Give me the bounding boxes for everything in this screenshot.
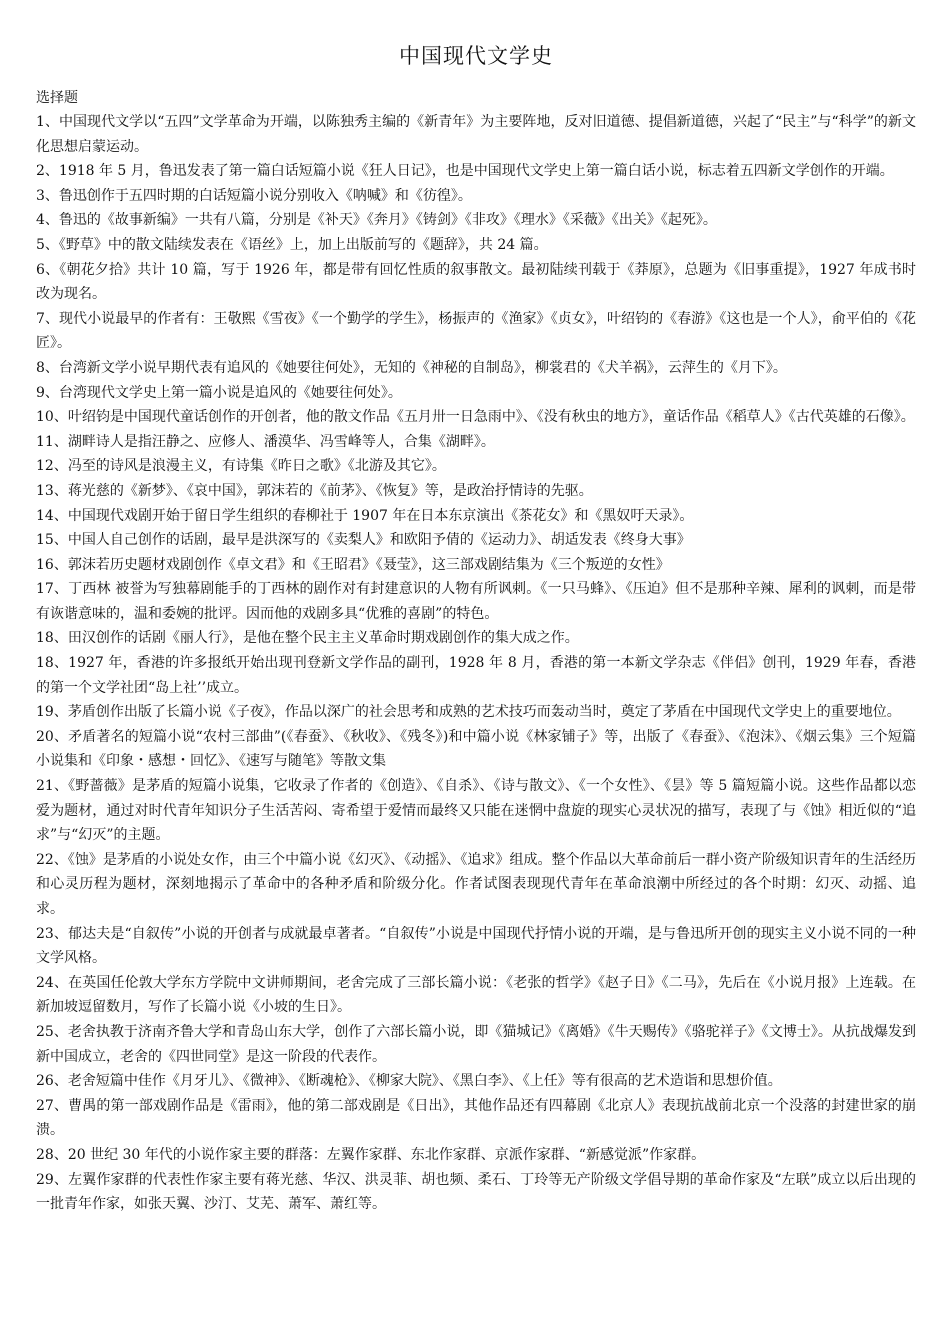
list-item: 15、中国人自己创作的话剧，最早是洪深写的《卖梨人》和欧阳予倩的《运动力》、胡适发表《终身大事》 — [36, 532, 691, 549]
list-item: 29、左翼作家群的代表性作家主要有蒋光慈、华汉、洪灵菲、胡也频、柔石、丁玲等无产阶级文学倡导期的革命作家及“左联”成立以后出现的一批青年作家，如张天翼、沙汀、艾芜、萧军、萧红等。 — [36, 1171, 916, 1213]
list-item: 17、丁西林 被誉为写独幕剧能手的丁西林的剧作对有封建意识的人物有所讽刺。《一只马蜂》、《压迫》但不是那种辛辣、犀利的讽刺，而是带有诙谐意味的，温和委婉的批评。因而他的戏剧多具“优雅的喜剧”的特色。 — [36, 581, 916, 622]
list-item: 26、老舍短篇中佳作《月牙儿》、《微神》、《断魂枪》、《柳家大院》、《黑白李》、《上任》等有很高的艺术造诣和思想价值。 — [36, 1073, 782, 1090]
list-item: 10、叶绍钧是中国现代童话创作的开创者，他的散文作品《五月卅一日急雨中》、《没有秋虫的地方》，童话作品《稻草人》《古代英雄的石像》。 — [36, 409, 915, 426]
list-item: 12、冯至的诗风是浪漫主义，有诗集《昨日之歌》《北游及其它》。 — [36, 458, 446, 475]
list-item: 1、中国现代文学以“五四”文学革命为开端，以陈独秀主编的《新青年》为主要阵地，反对旧道德、提倡新道德，兴起了“民主”与“科学”的新文化思想启蒙运动。 — [36, 114, 916, 155]
list-item: 8、台湾新文学小说早期代表有追风的《她要往何处》，无知的《神秘的自制岛》，柳裳君的《犬羊祸》，云萍生的《月下》。 — [36, 359, 787, 376]
document-page — [36, 40, 916, 1217]
list-item: 28、20 世纪 30 年代的小说作家主要的群落：左翼作家群、东北作家群、京派作家群、“新感觉派”作家群。 — [36, 1146, 706, 1163]
list-item: 20、矛盾著名的短篇小说“农村三部曲”(《春蚕》、《秋收》、《残冬》)和中篇小说《林家铺子》等，出版了《春蚕》、《泡沫》、《烟云集》三个短篇小说集和《印象・感想・回忆》、《速写与随笔》等散文集 — [36, 728, 916, 770]
list-item: 9、台湾现代文学史上第一篇小说是追风的《她要往何处》。 — [36, 384, 402, 401]
list-item: 18、田汉创作的话剧《丽人行》，是他在整个民主主义革命时期戏剧创作的集大成之作。 — [36, 630, 579, 647]
list-item: 3、鲁迅创作于五四时期的白话短篇小说分别收入《呐喊》和《彷徨》。 — [36, 187, 472, 204]
list-item: 2、1918 年 5 月，鲁迅发表了第一篇白话短篇小说《狂人日记》，也是中国现代文学史上第一篇白话小说，标志着五四新文学创作的开端。 — [36, 163, 894, 180]
list-item: 16、郭沫若历史题材戏剧创作《卓文君》和《王昭君》《聂莹》，这三部戏剧结集为《三个叛逆的女性》 — [36, 556, 670, 573]
list-item: 13、蒋光慈的《新梦》、《哀中国》，郭沫若的《前茅》、《恢复》等，是政治抒情诗的先驱。 — [36, 482, 593, 499]
list-item: 27、曹禺的第一部戏剧作品是《雷雨》，他的第二部戏剧是《日出》，其他作品还有四幕剧《北京人》表现抗战前北京一个没落的封建世家的崩溃。 — [36, 1097, 916, 1139]
list-item: 21、《野蔷薇》是茅盾的短篇小说集，它收录了作者的《创造》、《自杀》、《诗与散文》、《一个女性》、《昙》等 5 篇短篇小说。这些作品都以恋爱为题材，通过对时代青年知识分子生活苦闷、寄希望于爱情而最终又只能在迷惘中盘旋的现实心灵状况的描写，表现了与《蚀》相近似的“追求”与“幻灭”的主题。 — [36, 778, 916, 844]
list-item: 22、《蚀》是茅盾的小说处女作，由三个中篇小说《幻灭》、《动摇》、《追求》组成。整个作品以大革命前后一群小资产阶级知识青年的生活经历和心灵历程为题材，深刻地揭示了革命中的各种矛盾和阶级分化。作者试图表现现代青年在革命浪潮中所经过的各个时期：幻灭、动摇、追求。 — [36, 851, 916, 917]
question-list — [36, 110, 916, 1217]
section-label: 选择题 — [36, 90, 78, 106]
list-item: 6、《朝花夕拾》共计 10 篇，写于 1926 年，都是带有回忆性质的叙事散文。最初陆续刊载于《莽原》，总题为《旧事重提》，1927 年成书时改为现名。 — [36, 261, 916, 303]
list-item: 24、在英国任伦敦大学东方学院中文讲师期间，老舍完成了三部长篇小说：《老张的哲学》《赵子日》《二马》，先后在《小说月报》上连载。在新加坡逗留数月，写作了长篇小说《小坡的生日》。 — [36, 974, 916, 1016]
list-item: 5、《野草》中的散文陆续发表在《语丝》上，加上出版前写的《题辞》，共 24 篇。 — [36, 236, 548, 253]
list-item: 19、茅盾创作出版了长篇小说《子夜》，作品以深广的社会思考和成熟的艺术技巧而轰动当时，奠定了茅盾在中国现代文学史上的重要地位。 — [36, 704, 901, 721]
list-item: 11、湖畔诗人是指汪静之、应修人、潘漠华、冯雪峰等人，合集《湖畔》。 — [36, 433, 495, 450]
list-item: 4、鲁迅的《故事新编》一共有八篇，分别是《补天》《奔月》《铸剑》《非攻》《理水》《采薇》《出关》《起死》。 — [36, 212, 717, 229]
document-title: 中国现代文学史 — [399, 44, 553, 68]
list-item: 18、1927 年，香港的许多报纸开始出现刊登新文学作品的副刊，1928 年 8 月，香港的第一本新文学杂志《伴侣》创刊，1929 年春，香港的第一个文学社团“岛上社’’成立。 — [36, 655, 916, 696]
list-item: 23、郁达夫是“自叙传”小说的开创者与成就最卓著者。“自叙传”小说是中国现代抒情小说的开端，是与鲁迅所开创的现实主义小说不同的一种文学风格。 — [36, 925, 916, 967]
list-item: 7、现代小说最早的作者有：王敬熙《雪夜》《一个勤学的学生》，杨振声的《渔家》《贞女》，叶绍钧的《春游》《这也是一个人》，俞平伯的《花匠》。 — [36, 310, 916, 352]
list-item: 14、中国现代戏剧开始于留日学生组织的春柳社于 1907 年在日本东京演出《茶花女》和《黑奴吁天录》。 — [36, 507, 694, 524]
list-item: 25、老舍执教于济南齐鲁大学和青岛山东大学，创作了六部长篇小说，即《猫城记》《离婚》《牛天赐传》《骆驼祥子》《文博士》。从抗战爆发到新中国成立，老舍的《四世同堂》是这一阶段的代表作。 — [36, 1023, 916, 1065]
